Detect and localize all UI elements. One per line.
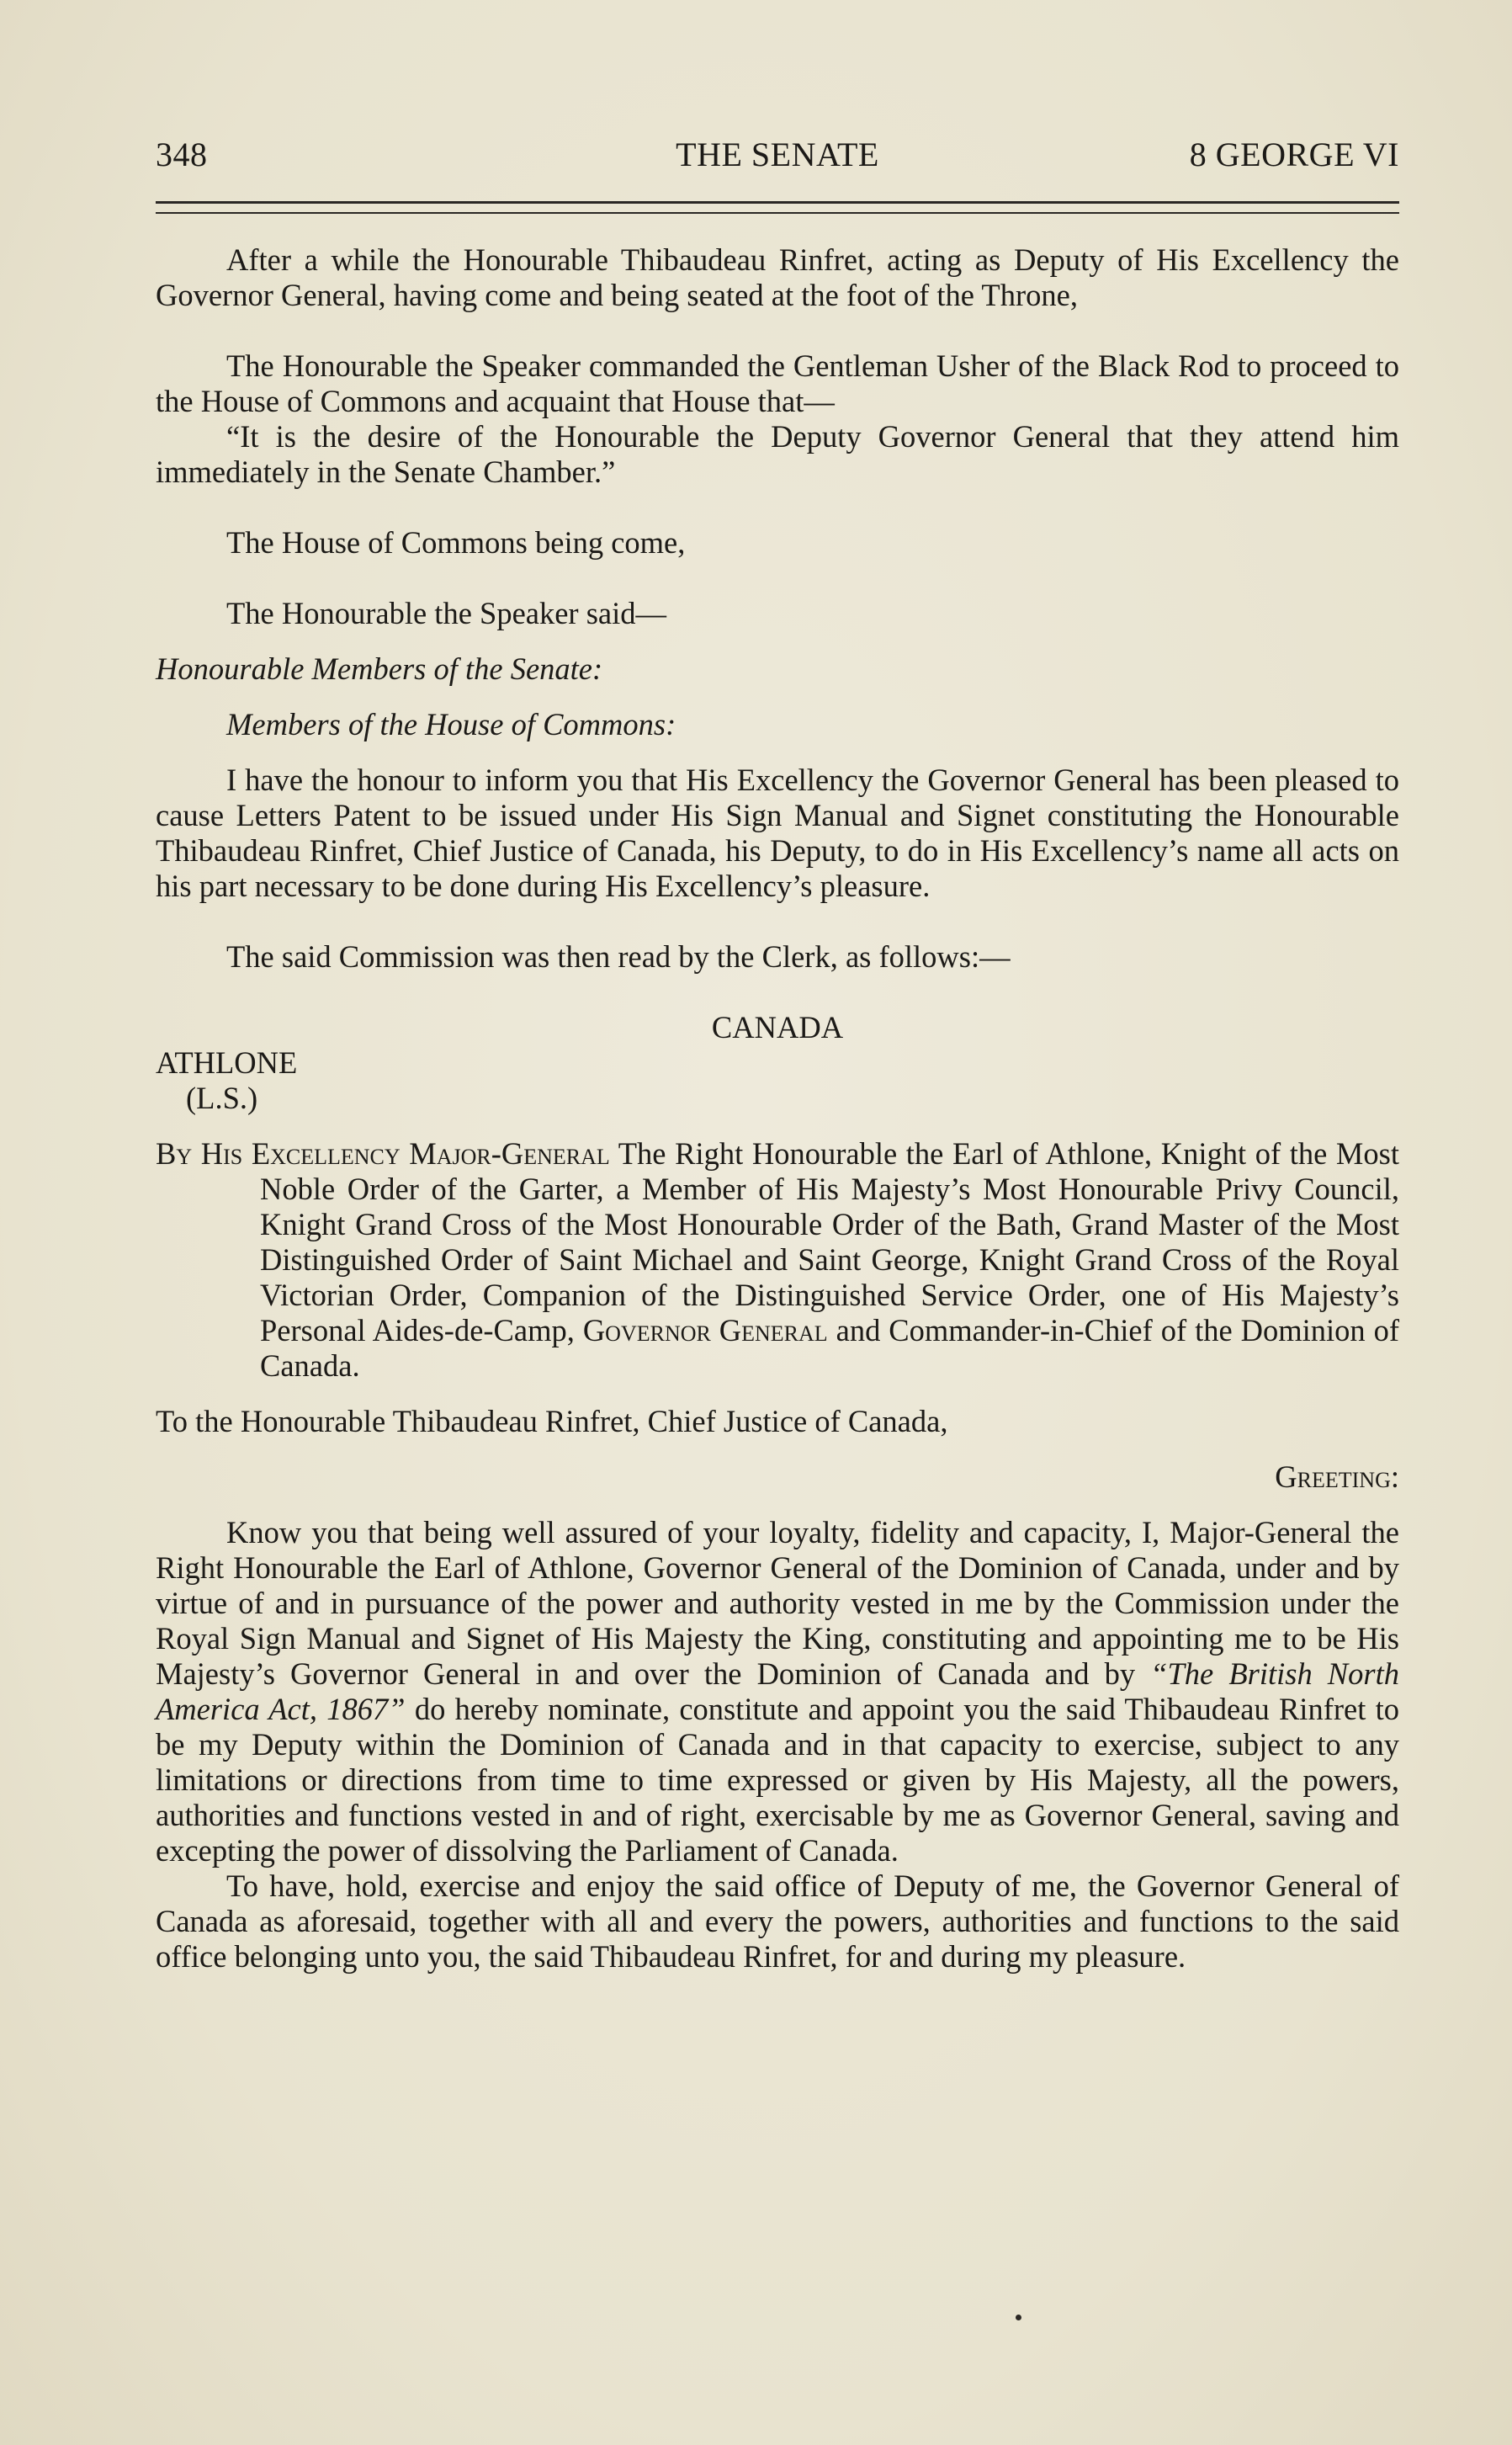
page-number: 348 — [156, 136, 208, 173]
commission-seal: (L.S.) — [186, 1081, 258, 1115]
by-text-1: The Right Honourable the Earl of Athlone, Knight of the Most Noble Order of the Garter, a Member of His Majesty’s Most Honourable Privy Council, Knight Grand Cross of the Most Honourable Order of the Bath, Grand Master of the Most Distinguished Order of Saint Michael and Saint George, Knight Grand Cross of the Royal Victorian Order, Companion of the Distinguished Service Order, one of His Majesty’s Personal Aides-de-Camp, — [260, 1136, 1399, 1347]
paragraph-letters-patent: I have the honour to inform you that His Excellency the Governor General has been pleased to cause Letters Patent to be issued under His Sign Manual and Signet constituting the Honourable Thibaudeau Rinfret, Chief Justice of Canada, his Deputy, to do in His Excellency’s name all acts on his part necessary to be done during His Excellency’s pleasure. — [156, 763, 1399, 903]
commission-addressee: To the Honourable Thibaudeau Rinfret, Chief Justice of Canada, — [156, 1404, 948, 1438]
paragraph-commission-read: The said Commission was then read by the Clerk, as follows:— — [226, 939, 1011, 974]
header-rule-top — [156, 201, 1399, 204]
address-commons: Members of the House of Commons: — [226, 707, 676, 741]
by-title: Governor General — [582, 1313, 828, 1347]
commission-greeting: Greeting: — [1275, 1459, 1399, 1494]
running-header — [156, 135, 1399, 185]
commission-signatory: ATHLONE — [156, 1045, 298, 1080]
header-title: THE SENATE — [676, 136, 879, 173]
print-speck — [1016, 2315, 1021, 2320]
commission-by-clause — [156, 1136, 1399, 1384]
commission-heading: CANADA — [711, 1010, 844, 1044]
commission-body-1 — [156, 1515, 1399, 1868]
body1-part-b: do hereby nominate, constitute and appoint you the said Thibaudeau Rinfret to be my Deputy within the Dominion of Canada and in that capacity to exercise, subject to any limitations or directions from time to time expressed or given by His Majesty, all the powers, authorities and functions vested in and of right, exercisable by me as Governor General, saving and excepting the power of dissolving the Parliament of Canada. — [156, 1692, 1399, 1868]
paragraph-quote-desire: “It is the desire of the Honourable the Deputy Governor General that they attend him immediately in the Senate Chamber.” — [156, 419, 1399, 489]
page-body — [156, 242, 1399, 1975]
paragraph-black-rod: The Honourable the Speaker commanded the Gentleman Usher of the Black Rod to proceed to the House of Commons and acquaint that House that— — [156, 348, 1399, 418]
paragraph-deputy-seated: After a while the Honourable Thibaudeau Rinfret, acting as Deputy of His Excellency the Governor General, having come and being seated at the foot of the Throne, — [156, 242, 1399, 312]
body1-act-title: “The British North America Act, 1867” — [156, 1656, 1399, 1726]
paragraph-speaker-said: The Honourable the Speaker said— — [226, 596, 666, 630]
paragraph-commons-come: The House of Commons being come, — [226, 525, 686, 560]
by-prefix: By His Excellency Major-General — [156, 1136, 610, 1171]
address-senate: Honourable Members of the Senate: — [156, 651, 603, 686]
body1-part-a: Know you that being well assured of your loyalty, fidelity and capacity, I, Major-General the Right Honourable the Earl of Athlone, Governor General of the Dominion of Canada, under and by virtue of and in pursuance of the power and authority vested in me by the Commission under the Royal Sign Manual and Signet of His Majesty the King, constituting and appointing me to be His Majesty’s Governor General in and over the Dominion of Canada and by — [156, 1515, 1399, 1691]
by-text-2: and Commander-in-Chief of the Dominion of Canada. — [260, 1313, 1399, 1383]
header-rule-bottom — [156, 212, 1399, 214]
commission-body-2: To have, hold, exercise and enjoy the said office of Deputy of me, the Governor General of Canada as aforesaid, together with all and every the powers, authorities and functions to the said office belonging unto you, the said Thibaudeau Rinfret, for and during my pleasure. — [156, 1868, 1399, 1974]
header-regnal-year: 8 GEORGE VI — [1189, 136, 1399, 173]
